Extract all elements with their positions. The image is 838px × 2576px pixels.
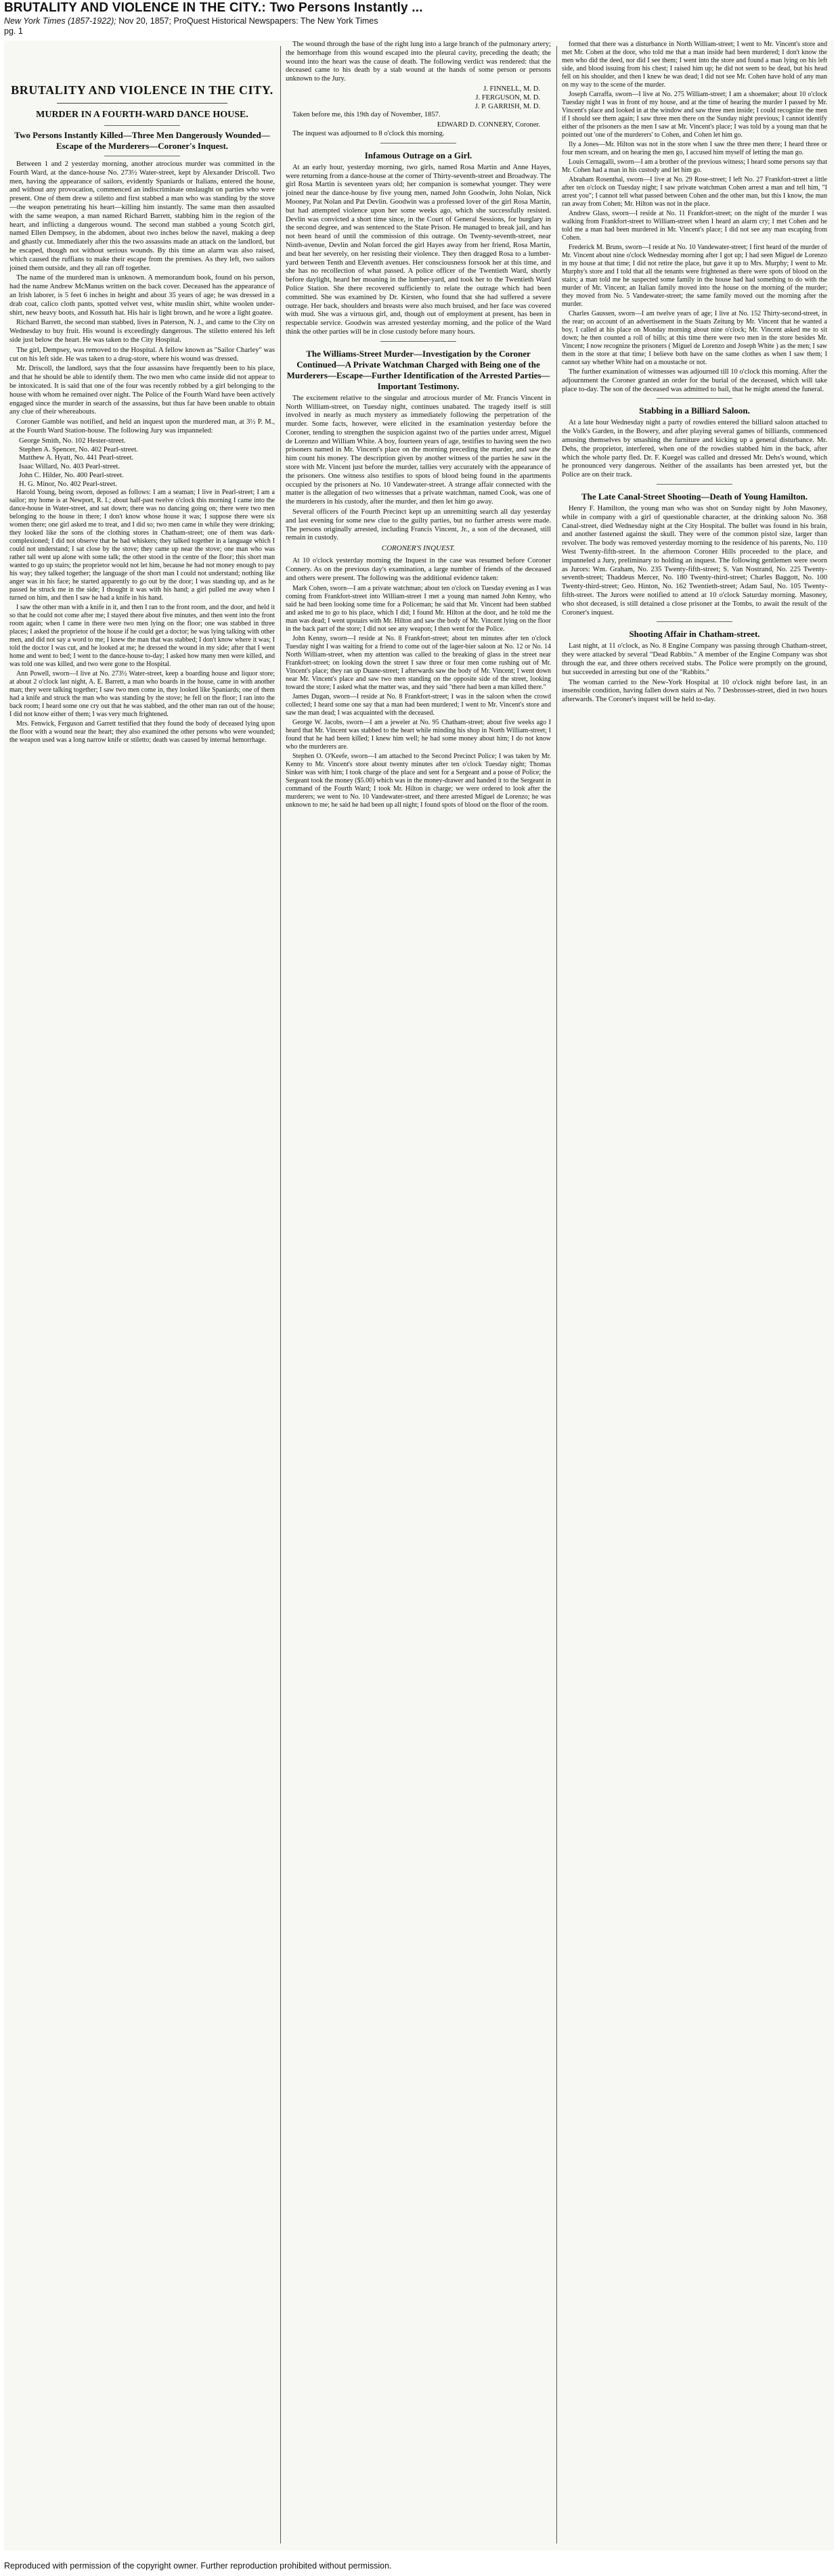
signature: J. P. GARRISH, M. D.: [475, 102, 540, 110]
article-headline: BRUTALITY AND VIOLENCE IN THE CITY.: [11, 83, 273, 97]
testimony: Harold Young, being sworn, deposed as follows: I am a seaman; I live in Pearl-street; I am a sailor; my home is at Newport, R. I.; about half-past twelve o'clock this morning I came into the dance-house in Water-street, and sat down; there was no dancing going on; there were two men belonging to the house in there; I don't know whose house it was; I suppose there were six women there; one girl asked me to treat, and I did so; two men came in while they were drinking; they looked like the sons of the clothing stores in Chatham-street; one of them was dark-complexioned; I did not observe that he had whiskers; they talked together in a language which I could not understand; I sat close by the stove; they came up near the stove; one man who was rather tall went up alone with some talk; the other stood in the centre of the floor; this short man wanted to go up stairs; the proprietor would not let him, because he had not money enough to pay his way; they talked together; the language of the short man I could not understand; nothing like anger was in his face; he started apparently to go out by the door; I was standing up, and as he passed he struck me in the side; I thought it was with his hand; a girl pulled me away when I turned on him, and then I saw he had a knife in his hand.: [9, 489, 275, 602]
jury-member: Stephen A. Spencer, No. 402 Pearl-street.: [19, 445, 138, 453]
column-1: [9, 41, 275, 2545]
article-deck: Two Persons Instantly Killed—Three Men Dangerously Wounded—Escape of the Murderers—Coroner's Inquest.: [14, 130, 270, 151]
section-heading: Stabbing in a Billiard Saloon.: [639, 405, 750, 416]
jury-member: George Smith, No. 102 Hester-street.: [19, 437, 126, 445]
citation-line: [4, 16, 834, 26]
testimony: George W. Jacobs, sworn—I am a jeweler at No. 95 Chatham-street; about five weeks ago I heard that Mr. Vincent was stabbed to the heart while minding his shop in North William-street; I found that he had been killed; I knew him well; he had some money about him; I do not know who the murderers are.: [286, 718, 551, 751]
paragraph: Taken before me, this 19th day of November, 1857.: [292, 111, 441, 119]
paragraph: The further examination of witnesses was adjourned till 10 o'clock this morning. After the adjournment the Coroner granted an order for the burial of the deceased, which will take place to-day. The son of the deceased was admitted to bail, that he might attend the funeral.: [562, 368, 827, 393]
jury-member: Matthew A. Hyatt, No. 441 Pearl-street.: [19, 454, 134, 462]
section-rule: [657, 621, 732, 622]
copyright-footer: Reproduced with permission of the copyright owner. Further reproduction prohibited without permission.: [4, 2561, 392, 2571]
paragraph: The inquest was adjourned to 8 o'clock this morning.: [292, 129, 445, 137]
paragraph: At an early hour, yesterday morning, two girls, named Rosa Martin and Anne Hayes, were returning from a dance-house at the corner of Thirty-seventh-street and Broadway. The girl Rosa Martin is seventeen years old; her companion is somewhat younger. They were joined near the dance-house by five young men, named John Goodwin, John Nolan, Nick Mooney, Pat Nolan and Pat Devlin. Goodwin was a professed lover of the girl Rosa Martin, but had attempted violence upon her some weeks ago, which she successfully resisted. Devlin was convicted a short time since, in the Court of General Sessions, for burglary in the second degree, and was sentenced to the State Prison. He managed to break jail, and has not been heard of until the commission of this outrage. On Twenty-seventh-street, near Ninth-avenue, Devlin and Nolan forced the girl Hayes away from her friend, Rosa Martin, and beat her severely, on her resisting their violence. They then dragged Rosa to a lumber-yard between Tenth and Eleventh avenues. Her consciousness forsook her at this time, and she has no recollection of what passed. A police officer of the Twentieth Ward, shortly before daylight, heard her moaning in the lumber-yard, and took her to the Twentieth Ward Police Station. She there recovered sufficiently to relate the outrage which had been committed. She was examined by Dr. Kirsten, who found that she had suffered a severe outrage. Her back, shoulders and breasts were also much bruised, and her face was covered with mud. She was a virtuous girl, and, though out of employment at present, has been in respectable service. Goodwin was arrested yesterday morning, and the police of the Ward think the other parties will be in close custody before many hours.: [286, 163, 551, 336]
jury-member: H. G. Minor, No. 402 Pearl-street.: [19, 480, 117, 488]
testimony: Louis Cernagalli, sworn—I am a brother of the previous witness; I heard some persons say that Mr. Cohen had a man in his custody and let him go.: [562, 158, 827, 174]
testimony: formed that there was a disturbance in North William-street; I went to Mr. Vincent's store and met Mr. Cohen at the door, who told me that a man inside had been murdered; I don't know the men who did the deed, nor did I see them; I went into the store and found a man lying on his left side, and blood issuing from his chest; I raised him up; he did not seem to be dead, but his head fell on his shoulder, and then I knew he was dead; I did not see Mr. Cohen have hold of any man on my way to the scene of the murder.: [562, 41, 827, 89]
testimony: I saw the other man with a knife in it, and then I ran to the front room, and the door, and held it so that he could not come after me; I stayed there about five minutes, and then went into the front room again; when I came in there were two men lying on the floor; one was stabbed in three places; I asked the proprietor of the house if he could get a doctor; he was lying talking with other men, and did not say a word to me; I knew the man that was stabbed; I don't know where it was; I told the doctor I was cut, and he looked at me; he dressed the wound in my side; after that I went home and went to bed; I went to the dance-house to-day; I asked how many men were killed, and was told one was killed, and two were gone to the Hospital.: [9, 604, 275, 669]
subsection-heading: CORONER'S INQUEST.: [381, 544, 456, 553]
jury-member: John C. Hilder, No. 400 Pearl-street.: [19, 471, 124, 479]
testimony: John Kenny, sworn—I reside at No. 8 Frankfort-street; about ten minutes after ten o'clock Tuesday night I was waiting for a friend to come out of the lager-bier saloon at No. 12 or No. 14 North William-street, when my attention was called to the breaking of glass in the street near Frankfort-street; on looking down the street I saw three or four men come rushing out of Mr. Vincent's place; they ran up Duane-street; I afterwards saw the body of Mr. Vincent; I went down near Mr. Vincent's place and saw two men standing on the opposite side of the street, looking toward the store; I asked what the matter was, and they said "there had been a man killed there.": [286, 634, 551, 691]
testimony: Andrew Glass, sworn—I reside at No. 11 Frankfort-street; on the night of the murder I was walking from Frankfort-street to William-street when I heard an alarm cry; I met Cohen and he told me a man had been murdered in Mr. Vincent's place; I did not see any man escaping from Cohen.: [562, 210, 827, 242]
section-rule: [380, 341, 456, 342]
testimony: Abraham Rosenthal, sworn—I live at No. 29 Rose-street; I left No. 27 Frankfort-street a little after ten o'clock on Tuesday night; I saw private watchman Cohen arrest a man and tell him, "I arrest you"; I cannot tell what passed between Cohen and the other man, but this I know, the man ran away from Cohen; Mr. Hilton was not in the place.: [562, 176, 827, 208]
paragraph: Coroner Gamble was notified, and held an inquest upon the murdered man, at 3½ P. M., at the Fourth Ward Station-house. The following Jury was impanneled:: [9, 418, 275, 435]
testimony: Mrs. Fenwick, Ferguson and Garrett testified that they found the body of deceased lying upon the floor with a wound near the heart; they also examined the other persons who were wounded; the weapon used was a long narrow knife or stiletto; death was caused by internal hemorrhage.: [9, 720, 275, 745]
testimony: Joseph Carraffa, sworn—I live at No. 275 William-street; I am a shoemaker; about 10 o'clock Tuesday night I was in front of my house, and at the time of hearing the murder I passed by Mr. Vincent's place and looked in at the window and saw three men inside; I could recognize the men if I should see them again; I saw three men there on the Sunday night previous; I cannot identify either of the prisoners as the men I saw at Mr. Vincent's place; I was told by a young man that he pointed out 'one of the murderers' to Cohen, and Cohen let him go.: [562, 91, 827, 139]
testimony: Stephen O. O'Keefe, sworn—I am attached to the Second Precinct Police; I was taken by Mr. Kenny to Mr. Vincent's store about twenty minutes after ten o'clock Tuesday night; Thomas Sinker was with him; I took charge of the place and sent for a Sergeant and a posse of Police; the Sergeant took the money ($5.00) which was in the money-drawer and handed it to the Sergeant in command of the Fourth Ward; I took Mr. Hilton in charge; we were ordered to look after the murderers; we went to No. 10 Vandewater-street, and there arrested Miguel de Lorenzo; he was unknown to me; he said he had been up all night; I found spots of blood on the floor of the room.: [286, 752, 551, 809]
column-3: [562, 41, 827, 2545]
coroner-signature: EDWARD D. CONNERY, Coroner.: [437, 121, 540, 129]
paragraph: At a late hour Wednesday night a party of rowdies entered the billiard saloon attached to the Volk's Garden, in the Bowery, and after playing several games of billiards, commenced amusing themselves by smashing the furniture and kicking up a general disturbance. Mr. Dehs, the proprietor, interfered, when one of the rowdies stabbed him in the back, after which the whole party fled. Dr. F. Kuegel was called and dressed Mr. Dehs's wound, which he pronounced very dangerous. Neither of the assailants has been arrested yet, but the Police are on their track.: [562, 419, 827, 479]
column-rule: [556, 46, 557, 2544]
paragraph: Henry F. Hamilton, the young man who was shot on Sunday night by John Masoney, while in company with a girl of questionable character, at the drinking saloon No. 368 Canal-street, died Wednesday night at the City Hospital. The bullet was found in his brain, and another fastened against the skull. They were of the common pistol size, larger than revolver. The body was removed yesterday morning to the residence of his parents, No. 110 West Twenty-fifth-street. In the afternoon Coroner Hills proceeded to the place, and impanneled a Jury, preliminary to holding an inquest. The following gentlemen were sworn as Jurors: Wm. Graham, No. 235 Twenty-fifth-street; S. Van Nostrand, No. 225 Twenty-seventh-street; Thaddeus Mercer, No. 180 Twenty-third-street; Charles Baggott, No. 100 Twenty-third-street; Geo. Hinton, No. 162 Twentieth-street; Adam Saul, No. 105 Twenty-fifth-street. The Jurors were notified to attend at 10 o'clock Saturday morning. Masoney, who shot deceased, is still detained a close prisoner at the Tombs, to await the result of the Coroner's inquest.: [562, 504, 827, 617]
testimony: Frederick M. Bruns, sworn—I reside at No. 10 Vandewater-street; I first heard of the murder of Mr. Vincent about nine o'clock Wednesday morning after I got up; I had seen Miguel de Lorenzo in my house at that time; I did not retire the place, but gave it up to Mrs. Murphy; I went to Mr. Murphy's store and I told that all the tenants were frightened as there were spots of blood on the stairs; a man told me he suspected some family in the house had had something to do with the murder of Mr. Vincent; an Italian family moved into the house on the morning of the murder; they moved from No. 5 Vandewater-street; the same family moved out the morning after the murder.: [562, 244, 827, 308]
jury-member: Isaac Willard, No. 403 Pearl-street.: [19, 463, 120, 471]
signature: J. FINNELL, M. D.: [483, 85, 540, 93]
page-number: pg. 1: [4, 26, 23, 36]
section-heading: Infamous Outrage on a Girl.: [364, 150, 472, 160]
paragraph: Richard Barrett, the second man stabbed, lives in Paterson, N. J., and came to the City on Wednesday to buy fruit. His wound is exceedingly dangerous. The stiletto entered his left side just below the heart. He was taken to the City Hospital.: [9, 319, 275, 344]
testimony: Charles Gaussen, sworn—I am twelve years of age; I live at No. 152 Thirty-second-street, in the rear; on account of an advertisement in the Staats Zeitung by Mr. Vincent that he wanted a boy, I called at his place on Monday morning about nine o'clock; Mr. Vincent asked me to sit down; he then counted a roll of bills; at this time there were two men in the store besides Mr. Vincent; I now recognize the prisoners ( Miguel de Lorenzo and Joseph White ) as the men; I saw them in the store at that time; I believe both have on the same clothes as when I saw them; I cannot say whether White had on a moustache or not.: [562, 310, 827, 366]
paragraph: Mr. Driscoll, the landlord, says that the four assassins have frequently been to his place, and that he should be able to identify them. The two men who came inside did not appear to be intoxicated. It is said that one of the four was recently robbed by a girl belonging to the house with whom he remained over night. The Police of the Fourth Ward have been actively engaged since the murder in search of the assassins, but thus far have been unable to obtain any clue of their whereabouts.: [9, 365, 275, 416]
testimony: Mark Cohen, sworn—I am a private watchman; about ten o'clock on Tuesday evening as I was coming from Frankfort-street into William-street I met a young man named John Kenny, who said he had been looking some time for a Policeman; he said that Mr. Vincent had been stabbed and asked me to go to his place, which I did; I found Mr. Hilton at the door, and he told me the man was dead; I went upstairs with Mr. Hilton and saw the body of Mr. Vincent lying on the floor in the back part of the store; I did not see any weapon; I then went for the Police.: [286, 584, 551, 633]
section-heading: The Williams-Street Murder—Investigation by the Coroner Continued—A Private Watchman Charged with Being one of the Murderers—Escape—Further Identification of the Arrested Parties—Important Testimony.: [286, 348, 550, 391]
testimony: Ily a Jones—Mr. Hilton was not in the store when I saw the three men there; I heard three or four men scream, and on hearing the men go, I accused him myself of letting the man go.: [562, 141, 827, 156]
paragraph: The name of the murdered man is unknown. A memorandum book, found on his person, had the name Andrew McManus written on the back cover. Deceased has the appearance of an Irish laborer, is 5 feet 6 inches in height and about 35 years of age; he was dressed in a drab coat, calico cloth pants, spotted velvet vest, white muslin shirt, white woolen under-shirt, new heavy boots, and Kossuth hat. His hair is light brown, and he wore a light goatee.: [9, 274, 275, 317]
paragraph: Between 1 and 2 yesterday morning, another atrocious murder was committed in the Fourth Ward, at the dance-house No. 273½ Water-street, kept by Alexander Driscoll. Two men, having the appearance of sailors, evidently Spaniards or Italians, entered the house, and without any provocation, commenced an indiscriminate onslaught on parties who were present. One of them drew a stiletto and first stabbed a man who was standing by the stove—the weapon penetrating his heart—killing him instantly. The same man then assaulted with the same weapon, a man named Richard Barrett, stabbing him in the region of the heart, and inflicting a dangerous wound. The second man stabbed a young Scotch girl, named Ellen Dempsey, in the abdomen, about two inches below the navel, making a deep and ghastly cut. Immediately after this the two assassins made an attack on the landlord, but he escaped, though not without serious wounds. By this time an alarm was also raised, which caused the ruffians to make their escape from the premises. As they left, two sailors joined them outside, and they all ran off together.: [9, 160, 275, 272]
paragraph: Several officers of the Fourth Precinct kept up an unremitting search all day yesterday and last evening for some new clue to the guilty parties, but no further arrests were made. The persons originally arrested, including Francis Vincent, Jr., a son of the deceased, still remain in custody.: [286, 508, 551, 542]
paragraph: The excitement relative to the singular and atrocious murder of Mr. Francis Vincent in North William-street, on Tuesday night, continues unabated. The tragedy itself is still involved in nearly as much mystery as immediately following the perpetration of the murder. Some facts, however, were elicited in the examination yesterday before the Coroner, tending to strengthen the suspicion against two of the parties under arrest, Miguel de Lorenzo and William White. A boy, fourteen years of age, testifies to having seen the two prisoners named in Mr. Vincent's place on the morning preceding the murder, and saw the him count his money. The description given by another witness of the parties he saw in the store with Mr. Vincent just before the murder, tallies very accurately with the appearance of the prisoners. One witness also testifies to spots of blood being found in the apartments occupied by the prisoners at No. 10 Vandewater-street. A strange affair connected with the matter is the allegation of two witnesses that a private watchman, named Cook, was one of the murderers in his custody, after the murder, and then let him go away.: [286, 394, 551, 506]
paragraph: The wound through the base of the right lung into a large branch of the pulmonary artery; the hemorrhage from this wound escaped into the pleural cavity, preceding the death; the wound into the heart was the cause of death. The following verdict was rendered: that the deceased came to his death by a stab wound at the hands of some person or persons unknown to the Jury.: [286, 41, 551, 83]
citation-publication: New York Times (1857-1922);: [4, 16, 116, 26]
column-rule: [280, 46, 281, 2544]
newspaper-scan: [4, 41, 834, 2550]
headline-rule: [57, 103, 227, 104]
testimony: James Dugan, sworn—I reside at No. 8 Frankfort-street; I was in the saloon when the crowd collected; I heard some one say that a man had been murdered; I went to Mr. Vincent's store and saw the man dead; I was acquainted with the deceased.: [286, 692, 551, 717]
document-header: [4, 0, 834, 37]
paragraph: Last night, at 11 o'clock, as No. 8 Engine Company was passing through Chatham-street, they were attacked by several "Dead Rabbits." A member of the Engine Company was shot through the ear, and three others received stabs. The Police were promptly on the ground, but succeeded in arresting but one of the "Rabbits.": [562, 642, 827, 676]
article-subhead: MURDER IN A FOURTH-WARD DANCE HOUSE.: [36, 110, 248, 120]
section-heading: Shooting Affair in Chatham-street.: [629, 629, 760, 640]
testimony: Ann Powell, sworn—I live at No. 273½ Water-street, keep a boarding house and liquor store; at about 2 o'clock last night, A. E. Barrett, a man who boards in the house, came in with another man; they were talking together; I saw two men come in, they looked like Spaniards; one of them had a knife and struck the man who was standing by the stove; he fell on the floor; I ran into the back room; I heard some one cry out that he was stabbed, and the other man ran out of the house; I did not know either of them; I was very much frightened.: [9, 670, 275, 719]
section-rule: [657, 398, 732, 399]
paragraph: At 10 o'clock yesterday morning the Inquest in the case was resumed before Coroner Connery. As on the previous day's examination, a large number of friends of the deceased and others were present. The following was the additional evidence taken:: [286, 557, 551, 582]
subhead-rule: [104, 125, 180, 126]
column-2: [286, 41, 551, 2545]
section-rule: [657, 484, 732, 485]
section-heading: The Late Canal-Street Shooting—Death of Young Hamilton.: [581, 491, 808, 502]
paragraph: The girl, Dempsey, was removed to the Hospital. A fellow known as "Sailor Charley" was cut on his left side. He was taken to a drug-store, where his wound was dressed.: [9, 346, 275, 363]
article-title: BRUTALITY AND VIOLENCE IN THE CITY.: Two Persons Instantly ...: [4, 1, 423, 15]
citation-details: Nov 20, 1857; ProQuest Historical Newspapers: The New York Times: [118, 16, 378, 26]
signature: J. FERGUSON, M. D.: [475, 93, 540, 102]
paragraph: The woman carried to the New-York Hospital at 10 o'clock night before last, in an insensible condition, having fallen down stairs at No. 7 Desbrosses-street, died in two hours afterwards. The Coroner's inquest will be held to-day.: [562, 678, 827, 704]
